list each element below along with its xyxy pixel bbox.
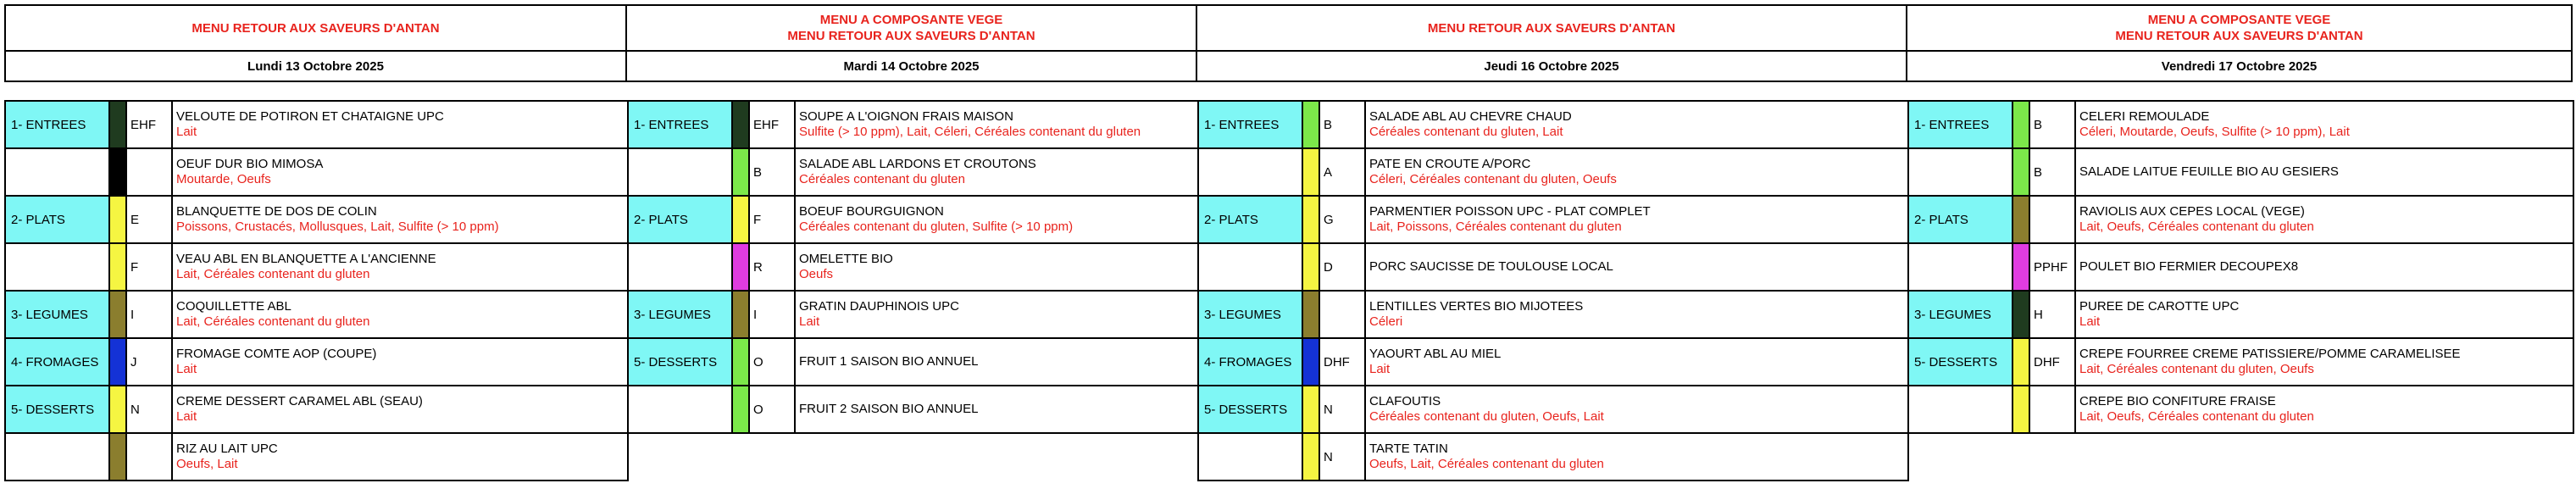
dish-allergens: Céleri, Céréales contenant du gluten, Oeufs	[1369, 172, 1617, 186]
food-group-color	[732, 338, 749, 386]
course-category	[628, 243, 732, 291]
food-group-color	[1302, 196, 1319, 243]
dish-cell	[2075, 386, 2573, 433]
food-group-color	[2012, 338, 2029, 386]
dish-cell	[1365, 433, 1908, 481]
table-row	[1198, 291, 1908, 338]
dish-cell	[795, 338, 1198, 386]
dish-code: I	[749, 291, 795, 338]
dish-name: PUREE DE CAROTTE UPC	[2079, 299, 2240, 314]
table-row	[1198, 338, 1908, 386]
dish-code: B	[2029, 148, 2075, 196]
dish-name: CLAFOUTIS	[1369, 394, 1441, 408]
menu-date: Vendredi 17 Octobre 2025	[1907, 52, 2573, 82]
dish-name: CREPE BIO CONFITURE FRAISE	[2079, 394, 2276, 408]
dish-cell	[795, 243, 1198, 291]
course-category: 5- DESSERTS	[1198, 386, 1302, 433]
dish-code	[126, 433, 172, 481]
dish-allergens: Lait, Oeufs, Céréales contenant du gluten	[2079, 409, 2314, 424]
dish-allergens: Oeufs	[799, 267, 834, 281]
dish-code: F	[126, 243, 172, 291]
dish-name: BLANQUETTE DE DOS DE COLIN	[176, 204, 377, 219]
dish-code: EHF	[749, 101, 795, 148]
dish-cell	[795, 148, 1198, 196]
dish-code: PPHF	[2029, 243, 2075, 291]
menu-header-line: MENU RETOUR AUX SAVEURS D'ANTAN	[787, 29, 1035, 43]
dish-allergens: Lait	[799, 314, 820, 329]
dish-allergens: Lait	[176, 409, 197, 424]
dish-cell	[172, 243, 628, 291]
food-group-color	[1302, 433, 1319, 481]
dish-cell	[172, 338, 628, 386]
menu-table	[1197, 100, 1909, 481]
course-category: 5- DESSERTS	[1908, 338, 2012, 386]
dish-allergens: Lait, Céréales contenant du gluten, Oeufs	[2079, 362, 2314, 376]
course-category: 4- FROMAGES	[5, 338, 109, 386]
menu-header-line: MENU A COMPOSANTE VEGE	[819, 13, 1003, 27]
dish-cell	[172, 291, 628, 338]
dish-cell	[172, 148, 628, 196]
dish-allergens: Céréales contenant du gluten, Oeufs, Lait	[1369, 409, 1604, 424]
dish-cell	[1365, 101, 1908, 148]
course-category	[1198, 148, 1302, 196]
food-group-color	[732, 148, 749, 196]
dish-code: J	[126, 338, 172, 386]
table-row	[628, 386, 1198, 433]
dish-allergens: Céleri	[1369, 314, 1403, 329]
food-group-color	[109, 291, 126, 338]
dish-name: YAOURT ABL AU MIEL	[1369, 347, 1502, 361]
food-group-color	[109, 243, 126, 291]
dish-code: O	[749, 386, 795, 433]
dish-code: O	[749, 338, 795, 386]
dish-name: LENTILLES VERTES BIO MIJOTEES	[1369, 299, 1584, 314]
course-category: 3- LEGUMES	[1198, 291, 1302, 338]
dish-name: PORC SAUCISSE DE TOULOUSE LOCAL	[1369, 259, 1613, 274]
menu-header	[1907, 4, 2573, 52]
table-row	[1198, 196, 1908, 243]
dish-code: I	[126, 291, 172, 338]
dish-name: SALADE ABL LARDONS ET CROUTONS	[799, 157, 1036, 171]
table-row	[5, 386, 628, 433]
course-category: 1- ENTREES	[5, 101, 109, 148]
table-row	[1198, 148, 1908, 196]
dish-allergens: Céréales contenant du gluten	[799, 172, 965, 186]
day-column	[1907, 4, 2573, 82]
dish-name: SOUPE A L'OIGNON FRAIS MAISON	[799, 109, 1013, 124]
dish-code: F	[749, 196, 795, 243]
dish-cell	[795, 291, 1198, 338]
food-group-color	[109, 101, 126, 148]
table-row	[628, 196, 1198, 243]
course-category	[1198, 433, 1302, 481]
dish-allergens: Lait	[2079, 314, 2101, 329]
dish-cell	[1365, 196, 1908, 243]
dish-name: FRUIT 1 SAISON BIO ANNUEL	[799, 354, 979, 369]
course-category	[1908, 243, 2012, 291]
dish-cell	[1365, 338, 1908, 386]
dish-name: FRUIT 2 SAISON BIO ANNUEL	[799, 402, 979, 416]
dish-code: N	[1319, 386, 1365, 433]
menu-table	[627, 100, 1199, 434]
table-row	[1908, 243, 2573, 291]
dish-cell	[172, 386, 628, 433]
dish-name: CREME DESSERT CARAMEL ABL (SEAU)	[176, 394, 423, 408]
dish-allergens: Céleri, Moutarde, Oeufs, Sulfite (> 10 ppm), Lait	[2079, 125, 2350, 139]
food-group-color	[1302, 148, 1319, 196]
dish-code: DHF	[1319, 338, 1365, 386]
table-row	[628, 243, 1198, 291]
dish-code: N	[1319, 433, 1365, 481]
course-category: 1- ENTREES	[1198, 101, 1302, 148]
dish-name: CELERI REMOULADE	[2079, 109, 2210, 124]
table-row	[5, 433, 628, 481]
dish-code: B	[2029, 101, 2075, 148]
course-category: 2- PLATS	[1908, 196, 2012, 243]
dish-cell	[2075, 243, 2573, 291]
dish-allergens: Lait	[176, 125, 197, 139]
course-category: 4- FROMAGES	[1198, 338, 1302, 386]
food-group-color	[2012, 101, 2029, 148]
course-category: 5- DESSERTS	[5, 386, 109, 433]
food-group-color	[2012, 196, 2029, 243]
dish-code: E	[126, 196, 172, 243]
dish-code: G	[1319, 196, 1365, 243]
table-row	[1198, 386, 1908, 433]
dish-name: GRATIN DAUPHINOIS UPC	[799, 299, 959, 314]
food-group-color	[2012, 148, 2029, 196]
dish-cell	[2075, 101, 2573, 148]
table-row	[1908, 386, 2573, 433]
dish-allergens: Lait	[176, 362, 197, 376]
course-category	[5, 243, 109, 291]
dish-name: PATE EN CROUTE A/PORC	[1369, 157, 1531, 171]
dish-cell	[795, 101, 1198, 148]
dish-name: COQUILLETTE ABL	[176, 299, 291, 314]
food-group-color	[732, 196, 749, 243]
dish-name: POULET BIO FERMIER DECOUPEX8	[2079, 259, 2299, 274]
menu-date: Lundi 13 Octobre 2025	[4, 52, 627, 82]
menu-table	[4, 100, 629, 481]
menu-header-line: MENU RETOUR AUX SAVEURS D'ANTAN	[192, 20, 440, 36]
dish-cell	[795, 196, 1198, 243]
food-group-color	[109, 338, 126, 386]
dish-code: R	[749, 243, 795, 291]
dish-allergens: Lait, Poissons, Céréales contenant du gluten	[1369, 219, 1622, 234]
course-category: 2- PLATS	[5, 196, 109, 243]
dish-allergens: Céréales contenant du gluten, Sulfite (> 10 ppm)	[799, 219, 1074, 234]
table-row	[1198, 243, 1908, 291]
day-column	[4, 4, 627, 82]
dish-code	[2029, 196, 2075, 243]
dish-cell	[2075, 148, 2573, 196]
dish-allergens: Sulfite (> 10 ppm), Lait, Céleri, Céréales contenant du gluten	[799, 125, 1141, 139]
dish-code	[126, 148, 172, 196]
dish-allergens: Oeufs, Lait	[176, 457, 238, 471]
dish-cell	[1365, 291, 1908, 338]
menu-date: Mardi 14 Octobre 2025	[627, 52, 1197, 82]
food-group-color	[732, 386, 749, 433]
food-group-color	[2012, 291, 2029, 338]
dish-code: A	[1319, 148, 1365, 196]
course-category: 1- ENTREES	[1908, 101, 2012, 148]
table-row	[628, 338, 1198, 386]
dish-code: H	[2029, 291, 2075, 338]
food-group-color	[1302, 101, 1319, 148]
dish-allergens: Poissons, Crustacés, Mollusques, Lait, Sulfite (> 10 ppm)	[176, 219, 499, 234]
food-group-color	[2012, 243, 2029, 291]
dish-name: SALADE LAITUE FEUILLE BIO AU GESIERS	[2079, 164, 2339, 179]
table-row	[5, 148, 628, 196]
dish-allergens: Céréales contenant du gluten, Lait	[1369, 125, 1563, 139]
menu-date: Jeudi 16 Octobre 2025	[1197, 52, 1907, 82]
course-category: 3- LEGUMES	[628, 291, 732, 338]
course-category	[5, 433, 109, 481]
dish-code: B	[1319, 101, 1365, 148]
dish-code: DHF	[2029, 338, 2075, 386]
dish-cell	[172, 196, 628, 243]
dish-code: EHF	[126, 101, 172, 148]
table-row	[1908, 148, 2573, 196]
menu-table	[1907, 100, 2574, 434]
table-row	[628, 148, 1198, 196]
dish-cell	[1365, 243, 1908, 291]
dish-name: RAVIOLIS AUX CEPES LOCAL (VEGE)	[2079, 204, 2305, 219]
dish-name: BOEUF BOURGUIGNON	[799, 204, 944, 219]
table-row	[628, 101, 1198, 148]
food-group-color	[732, 101, 749, 148]
menu-header-line: MENU A COMPOSANTE VEGE	[2147, 13, 2331, 27]
table-row	[1198, 101, 1908, 148]
dish-name: SALADE ABL AU CHEVRE CHAUD	[1369, 109, 1572, 124]
table-row	[5, 291, 628, 338]
course-category	[628, 148, 732, 196]
dish-name: PARMENTIER POISSON UPC - PLAT COMPLET	[1369, 204, 1651, 219]
dish-allergens: Oeufs, Lait, Céréales contenant du gluten	[1369, 457, 1604, 471]
dish-allergens: Moutarde, Oeufs	[176, 172, 271, 186]
food-group-color	[109, 196, 126, 243]
course-category	[628, 386, 732, 433]
table-row	[5, 196, 628, 243]
dish-cell	[1365, 148, 1908, 196]
dish-code: N	[126, 386, 172, 433]
day-column	[627, 4, 1197, 82]
table-row	[1908, 291, 2573, 338]
dish-allergens: Lait, Céréales contenant du gluten	[176, 267, 370, 281]
menu-header-line: MENU RETOUR AUX SAVEURS D'ANTAN	[1427, 20, 1676, 36]
course-category	[1198, 243, 1302, 291]
table-row	[5, 243, 628, 291]
course-category: 3- LEGUMES	[1908, 291, 2012, 338]
food-group-color	[109, 433, 126, 481]
dish-code	[2029, 386, 2075, 433]
menu-header	[627, 4, 1197, 52]
dish-cell	[172, 101, 628, 148]
dish-allergens: Lait, Céréales contenant du gluten	[176, 314, 370, 329]
food-group-color	[1302, 338, 1319, 386]
course-category: 2- PLATS	[628, 196, 732, 243]
food-group-color	[109, 148, 126, 196]
dish-name: RIZ AU LAIT UPC	[176, 442, 278, 456]
food-group-color	[1302, 291, 1319, 338]
course-category	[1908, 148, 2012, 196]
dish-cell	[172, 433, 628, 481]
food-group-color	[1302, 386, 1319, 433]
course-category	[5, 148, 109, 196]
course-category: 3- LEGUMES	[5, 291, 109, 338]
course-category: 2- PLATS	[1198, 196, 1302, 243]
table-row	[1908, 101, 2573, 148]
dish-allergens: Lait	[1369, 362, 1391, 376]
dish-cell	[1365, 386, 1908, 433]
dish-name: VEAU ABL EN BLANQUETTE A L'ANCIENNE	[176, 252, 436, 266]
dish-code: B	[749, 148, 795, 196]
course-category: 1- ENTREES	[628, 101, 732, 148]
table-row	[1198, 433, 1908, 481]
table-row	[1908, 338, 2573, 386]
dish-cell	[2075, 291, 2573, 338]
food-group-color	[2012, 386, 2029, 433]
menu-header	[1197, 4, 1907, 52]
dish-name: OEUF DUR BIO MIMOSA	[176, 157, 324, 171]
dish-code: D	[1319, 243, 1365, 291]
course-category: 5- DESSERTS	[628, 338, 732, 386]
dish-cell	[2075, 196, 2573, 243]
food-group-color	[109, 386, 126, 433]
dish-name: OMELETTE BIO	[799, 252, 893, 266]
menu-header-line: MENU RETOUR AUX SAVEURS D'ANTAN	[2115, 29, 2363, 43]
course-category	[1908, 386, 2012, 433]
food-group-color	[732, 243, 749, 291]
dish-code	[1319, 291, 1365, 338]
day-column	[1197, 4, 1907, 82]
menu-header	[4, 4, 627, 52]
dish-cell	[2075, 338, 2573, 386]
food-group-color	[1302, 243, 1319, 291]
dish-name: CREPE FOURREE CREME PATISSIERE/POMME CARAMELISEE	[2079, 347, 2461, 361]
dish-cell	[795, 386, 1198, 433]
food-group-color	[732, 291, 749, 338]
table-row	[1908, 196, 2573, 243]
table-row	[5, 101, 628, 148]
dish-name: VELOUTE DE POTIRON ET CHATAIGNE UPC	[176, 109, 444, 124]
table-row	[5, 338, 628, 386]
dish-name: TARTE TATIN	[1369, 442, 1448, 456]
dish-name: FROMAGE COMTE AOP (COUPE)	[176, 347, 377, 361]
table-row	[628, 291, 1198, 338]
dish-allergens: Lait, Oeufs, Céréales contenant du gluten	[2079, 219, 2314, 234]
